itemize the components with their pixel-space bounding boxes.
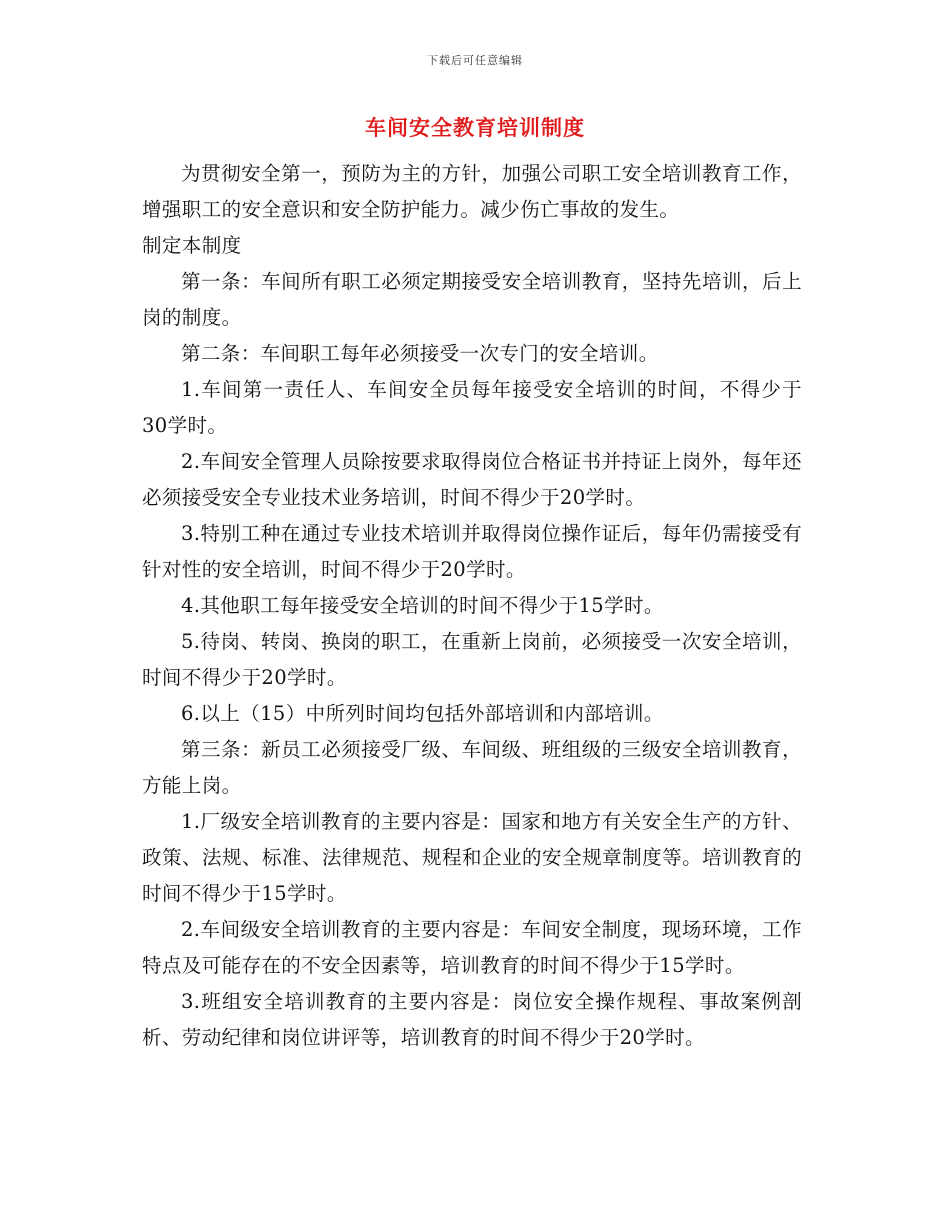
- paragraph-article-1: 第一条：车间所有职工必须定期接受安全培训教育，坚持先培训，后上岗的制度。: [142, 270, 802, 329]
- document-body: [142, 156, 802, 1056]
- paragraph-article-2-item-2: 2.车间安全管理人员除按要求取得岗位合格证书并持证上岗外，每年还必须接受安全专业技术业务培训，时间不得少于20学时。: [142, 450, 802, 509]
- paragraph-intro-end: 制定本制度: [142, 234, 242, 257]
- paragraph-article-2-item-1: 1.车间第一责任人、车间安全员每年接受安全培训的时间，不得少于30学时。: [142, 378, 802, 437]
- paragraph-article-3-item-1: 1.厂级安全培训教育的主要内容是：国家和地方有关安全生产的方针、政策、法规、标准、法律规范、规程和企业的安全规章制度等。培训教育的时间不得少于15学时。: [142, 810, 802, 905]
- paragraph-article-2-item-5: 5.待岗、转岗、换岗的职工，在重新上岗前，必须接受一次安全培训，时间不得少于20学时。: [142, 630, 802, 689]
- paragraph-article-3-item-3: 3.班组安全培训教育的主要内容是：岗位安全操作规程、事故案例剖析、劳动纪律和岗位讲评等，培训教育的时间不得少于20学时。: [142, 990, 802, 1049]
- paragraph-article-3: 第三条：新员工必须接受厂级、车间级、班组级的三级安全培训教育，方能上岗。: [142, 738, 802, 797]
- header-note: 下载后可任意编辑: [427, 54, 523, 67]
- paragraph-article-2-item-6: 6.以上（15）中所列时间均包括外部培训和内部培训。: [181, 702, 664, 725]
- paragraph-article-2-item-4: 4.其他职工每年接受安全培训的时间不得少于15学时。: [181, 594, 664, 617]
- document-title: 车间安全教育培训制度: [365, 116, 585, 140]
- paragraph-article-2: 第二条：车间职工每年必须接受一次专门的安全培训。: [181, 342, 659, 365]
- paragraph-article-3-item-2: 2.车间级安全培训教育的主要内容是：车间安全制度，现场环境，工作特点及可能存在的不安全因素等，培训教育的时间不得少于15学时。: [142, 918, 802, 977]
- paragraph-intro: 为贯彻安全第一，预防为主的方针，加强公司职工安全培训教育工作，增强职工的安全意识和安全防护能力。减少伤亡事故的发生。: [142, 162, 802, 221]
- paragraph-article-2-item-3: 3.特别工种在通过专业技术培训并取得岗位操作证后，每年仍需接受有针对性的安全培训，时间不得少于20学时。: [142, 522, 802, 581]
